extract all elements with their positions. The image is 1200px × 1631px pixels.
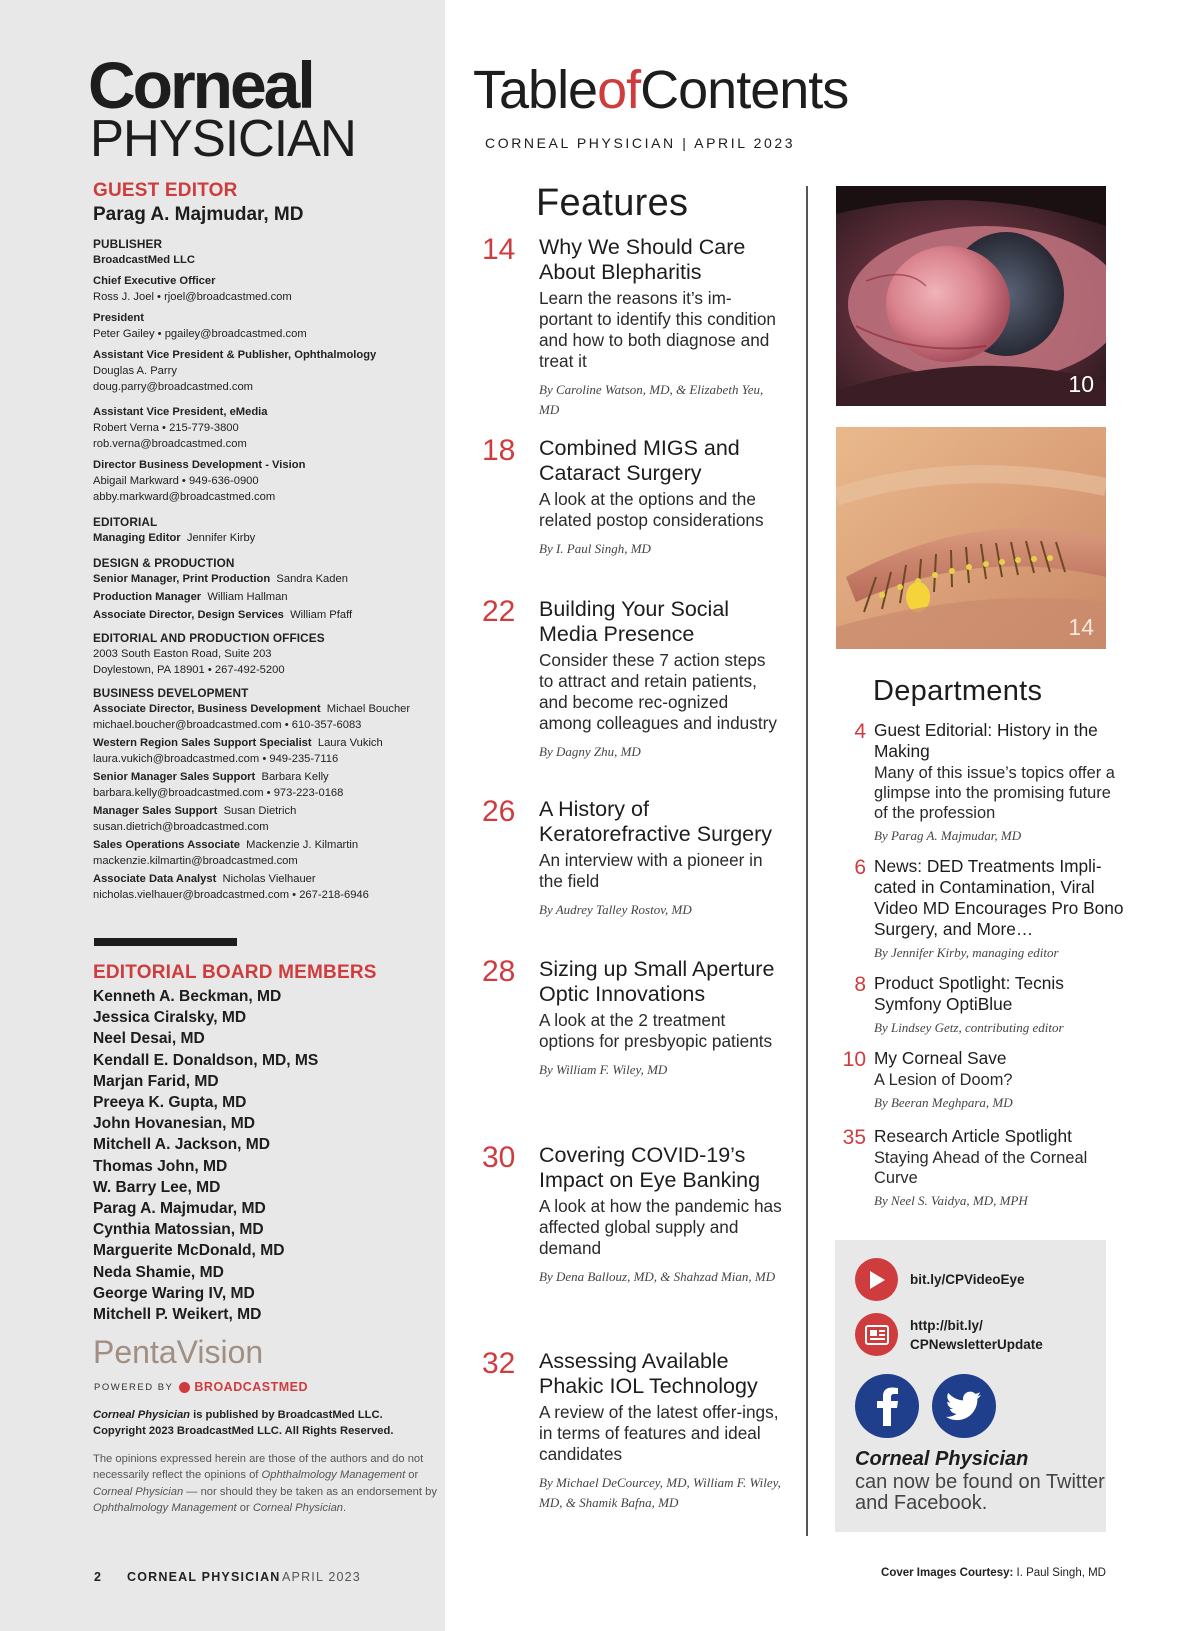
- footer-publication: CORNEAL PHYSICIAN: [127, 1570, 281, 1584]
- newsletter-icon: [855, 1313, 898, 1356]
- board-member: Neel Desai, MD: [93, 1030, 205, 1048]
- department-description: Many of this issue’s topics offer a glimpse into the promising future of the profession: [874, 764, 1115, 822]
- powered-by: POWERED BY BROADCASTMED: [94, 1380, 309, 1394]
- disclaimer: The opinions expressed herein are those of the authors and do not necessarily reflect the opinions of Ophthalmology Management or Corneal Physician — nor should they be taken as an endorsement by Ophthalmology Management or Corneal Physician.: [93, 1453, 437, 1515]
- eye-lesion-photo: [836, 186, 1106, 406]
- video-link-row[interactable]: [855, 1258, 1025, 1301]
- staff-email: abby.markward@broadcastmed.com: [93, 491, 276, 503]
- staff-title: Chief Executive Officer: [93, 275, 216, 287]
- staff-contact: Robert Verna • 215-779-3800: [93, 422, 239, 434]
- feature-byline: By Caroline Watson, MD, & Elizabeth Yeu, MD: [539, 382, 764, 417]
- staff-contact: Western Region Sales Support Specialist Laura Vukich: [93, 737, 383, 749]
- staff-email: mackenzie.kilmartin@broadcastmed.com: [93, 855, 298, 867]
- staff-contact: Sales Operations Associate Mackenzie J. Kilmartin: [93, 839, 359, 851]
- feature-title: Assessing Available Phakic IOL Technology: [539, 1349, 758, 1398]
- publisher-note: Corneal Physician is published by BroadcastMed LLC. Copyright 2023 BroadcastMed LLC. All Rights Reserved.: [93, 1409, 394, 1437]
- department-byline: By Lindsey Getz, contributing editor: [874, 1020, 1064, 1035]
- department-page-number: 8: [854, 973, 866, 996]
- department-page-number: 4: [854, 720, 866, 743]
- feature-description: Consider these 7 action steps to attract and retain patients, and become rec-ognized among colleagues and industry: [539, 650, 777, 733]
- board-member: W. Barry Lee, MD: [93, 1178, 221, 1196]
- feature-page-number: 22: [482, 595, 516, 628]
- video-link[interactable]: bit.ly/CPVideoEye: [910, 1272, 1025, 1287]
- twitter-icon[interactable]: [932, 1374, 996, 1438]
- design-label: DESIGN & PRODUCTION: [93, 556, 235, 570]
- staff-contact: Senior Manager Sales Support Barbara Kelly: [93, 771, 329, 783]
- feature-title: Building Your Social Media Presence: [539, 597, 730, 646]
- staff-title: President: [93, 312, 144, 324]
- staff-contact: barbara.kelly@broadcastmed.com • 973-223-0168: [93, 787, 344, 799]
- staff-contact: michael.boucher@broadcastmed.com • 610-357-6083: [93, 719, 362, 731]
- board-label: EDITORIAL BOARD MEMBERS: [93, 962, 377, 983]
- pentavision-logo: PentaVision: [93, 1334, 264, 1370]
- staff-contact: Managing Editor Jennifer Kirby: [93, 532, 256, 544]
- department-title: Research Article Spotlight: [874, 1126, 1072, 1146]
- eyelash-photo: [836, 427, 1106, 649]
- footer-issue: APRIL 2023: [282, 1570, 361, 1584]
- board-member: John Hovanesian, MD: [93, 1115, 256, 1133]
- board-member: Kenneth A. Beckman, MD: [93, 988, 282, 1005]
- staff-name: Douglas A. Parry: [93, 365, 177, 377]
- feature-description: Learn the reasons it’s im-portant to identify this condition and how to both diagnose and treat it: [539, 288, 776, 371]
- newsletter-link-row[interactable]: [855, 1313, 1060, 1356]
- feature-byline: By Dagny Zhu, MD: [539, 744, 641, 759]
- cover-courtesy: Cover Images Courtesy: I. Paul Singh, MD: [881, 1567, 1106, 1579]
- department-page-number: 10: [842, 1048, 866, 1071]
- staff-contact: Manager Sales Support Susan Dietrich: [93, 805, 297, 817]
- department-page-number: 6: [854, 856, 866, 879]
- feature-title: Sizing up Small Aperture Optic Innovations: [539, 957, 775, 1006]
- staff-contact: Peter Gailey • pgailey@broadcastmed.com: [93, 328, 307, 340]
- guest-editor-name: Parag A. Majmudar, MD: [93, 204, 304, 225]
- department-description: A Lesion of Doom?: [874, 1071, 1013, 1089]
- play-icon: [855, 1258, 898, 1301]
- feature-title: A History of Keratorefractive Surgery: [539, 797, 773, 846]
- board-member: Marjan Farid, MD: [93, 1072, 219, 1090]
- feature-byline: By Dena Ballouz, MD, & Shahzad Mian, MD: [539, 1269, 776, 1284]
- feature-byline: By Audrey Talley Rostov, MD: [539, 902, 692, 917]
- feature-description: A look at the 2 treatment options for presbyopic patients: [539, 1010, 773, 1051]
- department-title: My Corneal Save: [874, 1048, 1007, 1068]
- board-member: Thomas John, MD: [93, 1157, 228, 1175]
- page-subtitle: CORNEAL PHYSICIAN | APRIL 2023: [485, 135, 796, 151]
- staff-contact: nicholas.vielhauer@broadcastmed.com • 267-218-6946: [93, 889, 369, 901]
- staff-contact: Production Manager William Hallman: [93, 591, 288, 603]
- department-byline: By Neel S. Vaidya, MD, MPH: [874, 1193, 1028, 1208]
- board-member: Preeya K. Gupta, MD: [93, 1094, 247, 1112]
- department-byline: By Jennifer Kirby, managing editor: [874, 945, 1059, 960]
- feature-byline: By Michael DeCourcey, MD, William F. Wiley, MD, & Shamik Bafna, MD: [539, 1475, 781, 1510]
- newsletter-link[interactable]: http://bit.ly/ CPNewsletterUpdate: [910, 1317, 1043, 1352]
- staff-email: rob.verna@broadcastmed.com: [93, 438, 247, 450]
- staff-title: Assistant Vice President, eMedia: [93, 406, 268, 418]
- feature-description: An interview with a pioneer in the field: [539, 850, 763, 891]
- social-text: can now be found on Twitter and Facebook.: [855, 1471, 1105, 1514]
- board-member: Marguerite McDonald, MD: [93, 1242, 285, 1260]
- feature-title: Combined MIGS and Cataract Surgery: [539, 436, 740, 485]
- broadcastmed-logo: BROADCASTMED: [194, 1380, 309, 1394]
- department-title: Guest Editorial: History in the Making: [874, 720, 1098, 761]
- eyelash-image: [836, 427, 1106, 649]
- staff-contact: laura.vukich@broadcastmed.com • 949-235-7116: [93, 753, 339, 765]
- staff-contact: Ross J. Joel • rjoel@broadcastmed.com: [93, 291, 292, 303]
- board-member: Parag A. Majmudar, MD: [93, 1200, 266, 1218]
- offices-label: EDITORIAL AND PRODUCTION OFFICES: [93, 631, 325, 645]
- staff-email: susan.dietrich@broadcastmed.com: [93, 821, 269, 833]
- board-member: Cynthia Matossian, MD: [93, 1221, 264, 1239]
- feature-byline: By William F. Wiley, MD: [539, 1062, 668, 1077]
- board-member: Jessica Ciralsky, MD: [93, 1009, 247, 1027]
- divider-bar: [94, 938, 237, 946]
- column-divider: [806, 186, 808, 1536]
- staff-contact: Abigail Markward • 949-636-0900: [93, 475, 259, 487]
- photo-page-label: 14: [1068, 614, 1094, 640]
- board-member: Kendall E. Donaldson, MD, MS: [93, 1051, 319, 1069]
- feature-description: A look at the options and the related postop considerations: [539, 489, 764, 530]
- feature-page-number: 18: [482, 434, 516, 467]
- feature-description: A review of the latest offer-ings, in terms of features and ideal candidates: [539, 1402, 779, 1464]
- page-number: 2: [94, 1570, 103, 1584]
- board-member: Mitchell A. Jackson, MD: [93, 1136, 271, 1154]
- department-byline: By Parag A. Majmudar, MD: [874, 828, 1022, 843]
- logo-physician: PHYSICIAN: [90, 110, 356, 168]
- page-title: TableofContents: [473, 60, 849, 120]
- board-member: George Waring IV, MD: [93, 1284, 255, 1302]
- social-brand: Corneal Physician: [855, 1448, 1029, 1470]
- staff-title: Director Business Development - Vision: [93, 459, 306, 471]
- masthead-sidebar: [0, 0, 445, 1631]
- board-list: [93, 986, 318, 1325]
- staff-title: Assistant Vice President & Publisher, Ophthalmology: [93, 349, 377, 361]
- staff-contact: Associate Director, Design Services William Pfaff: [93, 609, 353, 621]
- feature-page-number: 26: [482, 795, 516, 828]
- feature-title: Covering COVID-19’s Impact on Eye Banking: [539, 1143, 761, 1192]
- facebook-icon[interactable]: [855, 1374, 919, 1438]
- offices-address: 2003 South Easton Road, Suite 203: [93, 648, 272, 660]
- social-box: [835, 1240, 1106, 1532]
- feature-title: Why We Should Care About Blepharitis: [539, 235, 746, 284]
- feature-description: A look at how the pandemic has affected global supply and demand: [539, 1196, 782, 1258]
- broadcastmed-icon: [179, 1382, 190, 1393]
- departments-heading: Departments: [873, 675, 1043, 707]
- photo-page-label: 10: [1068, 371, 1094, 397]
- feature-byline: By I. Paul Singh, MD: [539, 541, 651, 556]
- offices-contact: Doylestown, PA 18901 • 267-492-5200: [93, 664, 285, 676]
- publisher-label: PUBLISHER: [93, 237, 163, 251]
- department-byline: By Beeran Meghpara, MD: [874, 1095, 1013, 1110]
- department-page-number: 35: [842, 1126, 866, 1149]
- department-description: Staying Ahead of the Corneal Curve: [874, 1149, 1088, 1187]
- department-title: Product Spotlight: Tecnis Symfony OptiBlue: [874, 973, 1064, 1014]
- staff-contact: Senior Manager, Print Production Sandra Kaden: [93, 573, 348, 585]
- staff-email: doug.parry@broadcastmed.com: [93, 381, 253, 393]
- guest-editor-label: GUEST EDITOR: [93, 180, 238, 201]
- staff-contact: Associate Director, Business Development Michael Boucher: [93, 703, 411, 715]
- feature-page-number: 14: [482, 233, 516, 266]
- board-member: Mitchell P. Weikert, MD: [93, 1306, 262, 1324]
- staff-contact: Associate Data Analyst Nicholas Vielhauer: [93, 873, 316, 885]
- feature-page-number: 32: [482, 1347, 516, 1380]
- publisher-name: BroadcastMed LLC: [93, 254, 195, 266]
- features-heading: Features: [536, 182, 689, 224]
- staff-list: [93, 236, 438, 903]
- department-title: News: DED Treatments Impli-cated in Contamination, Viral Video MD Encourages Pro Bono Surgery, and More…: [874, 856, 1124, 939]
- bizdev-label: BUSINESS DEVELOPMENT: [93, 686, 249, 700]
- logo-corneal: Corneal: [88, 48, 313, 122]
- feature-page-number: 30: [482, 1141, 516, 1174]
- feature-page-number: 28: [482, 955, 516, 988]
- editorial-label: EDITORIAL: [93, 515, 158, 529]
- board-member: Neda Shamie, MD: [93, 1263, 224, 1281]
- eye-lesion-image: [836, 186, 1106, 406]
